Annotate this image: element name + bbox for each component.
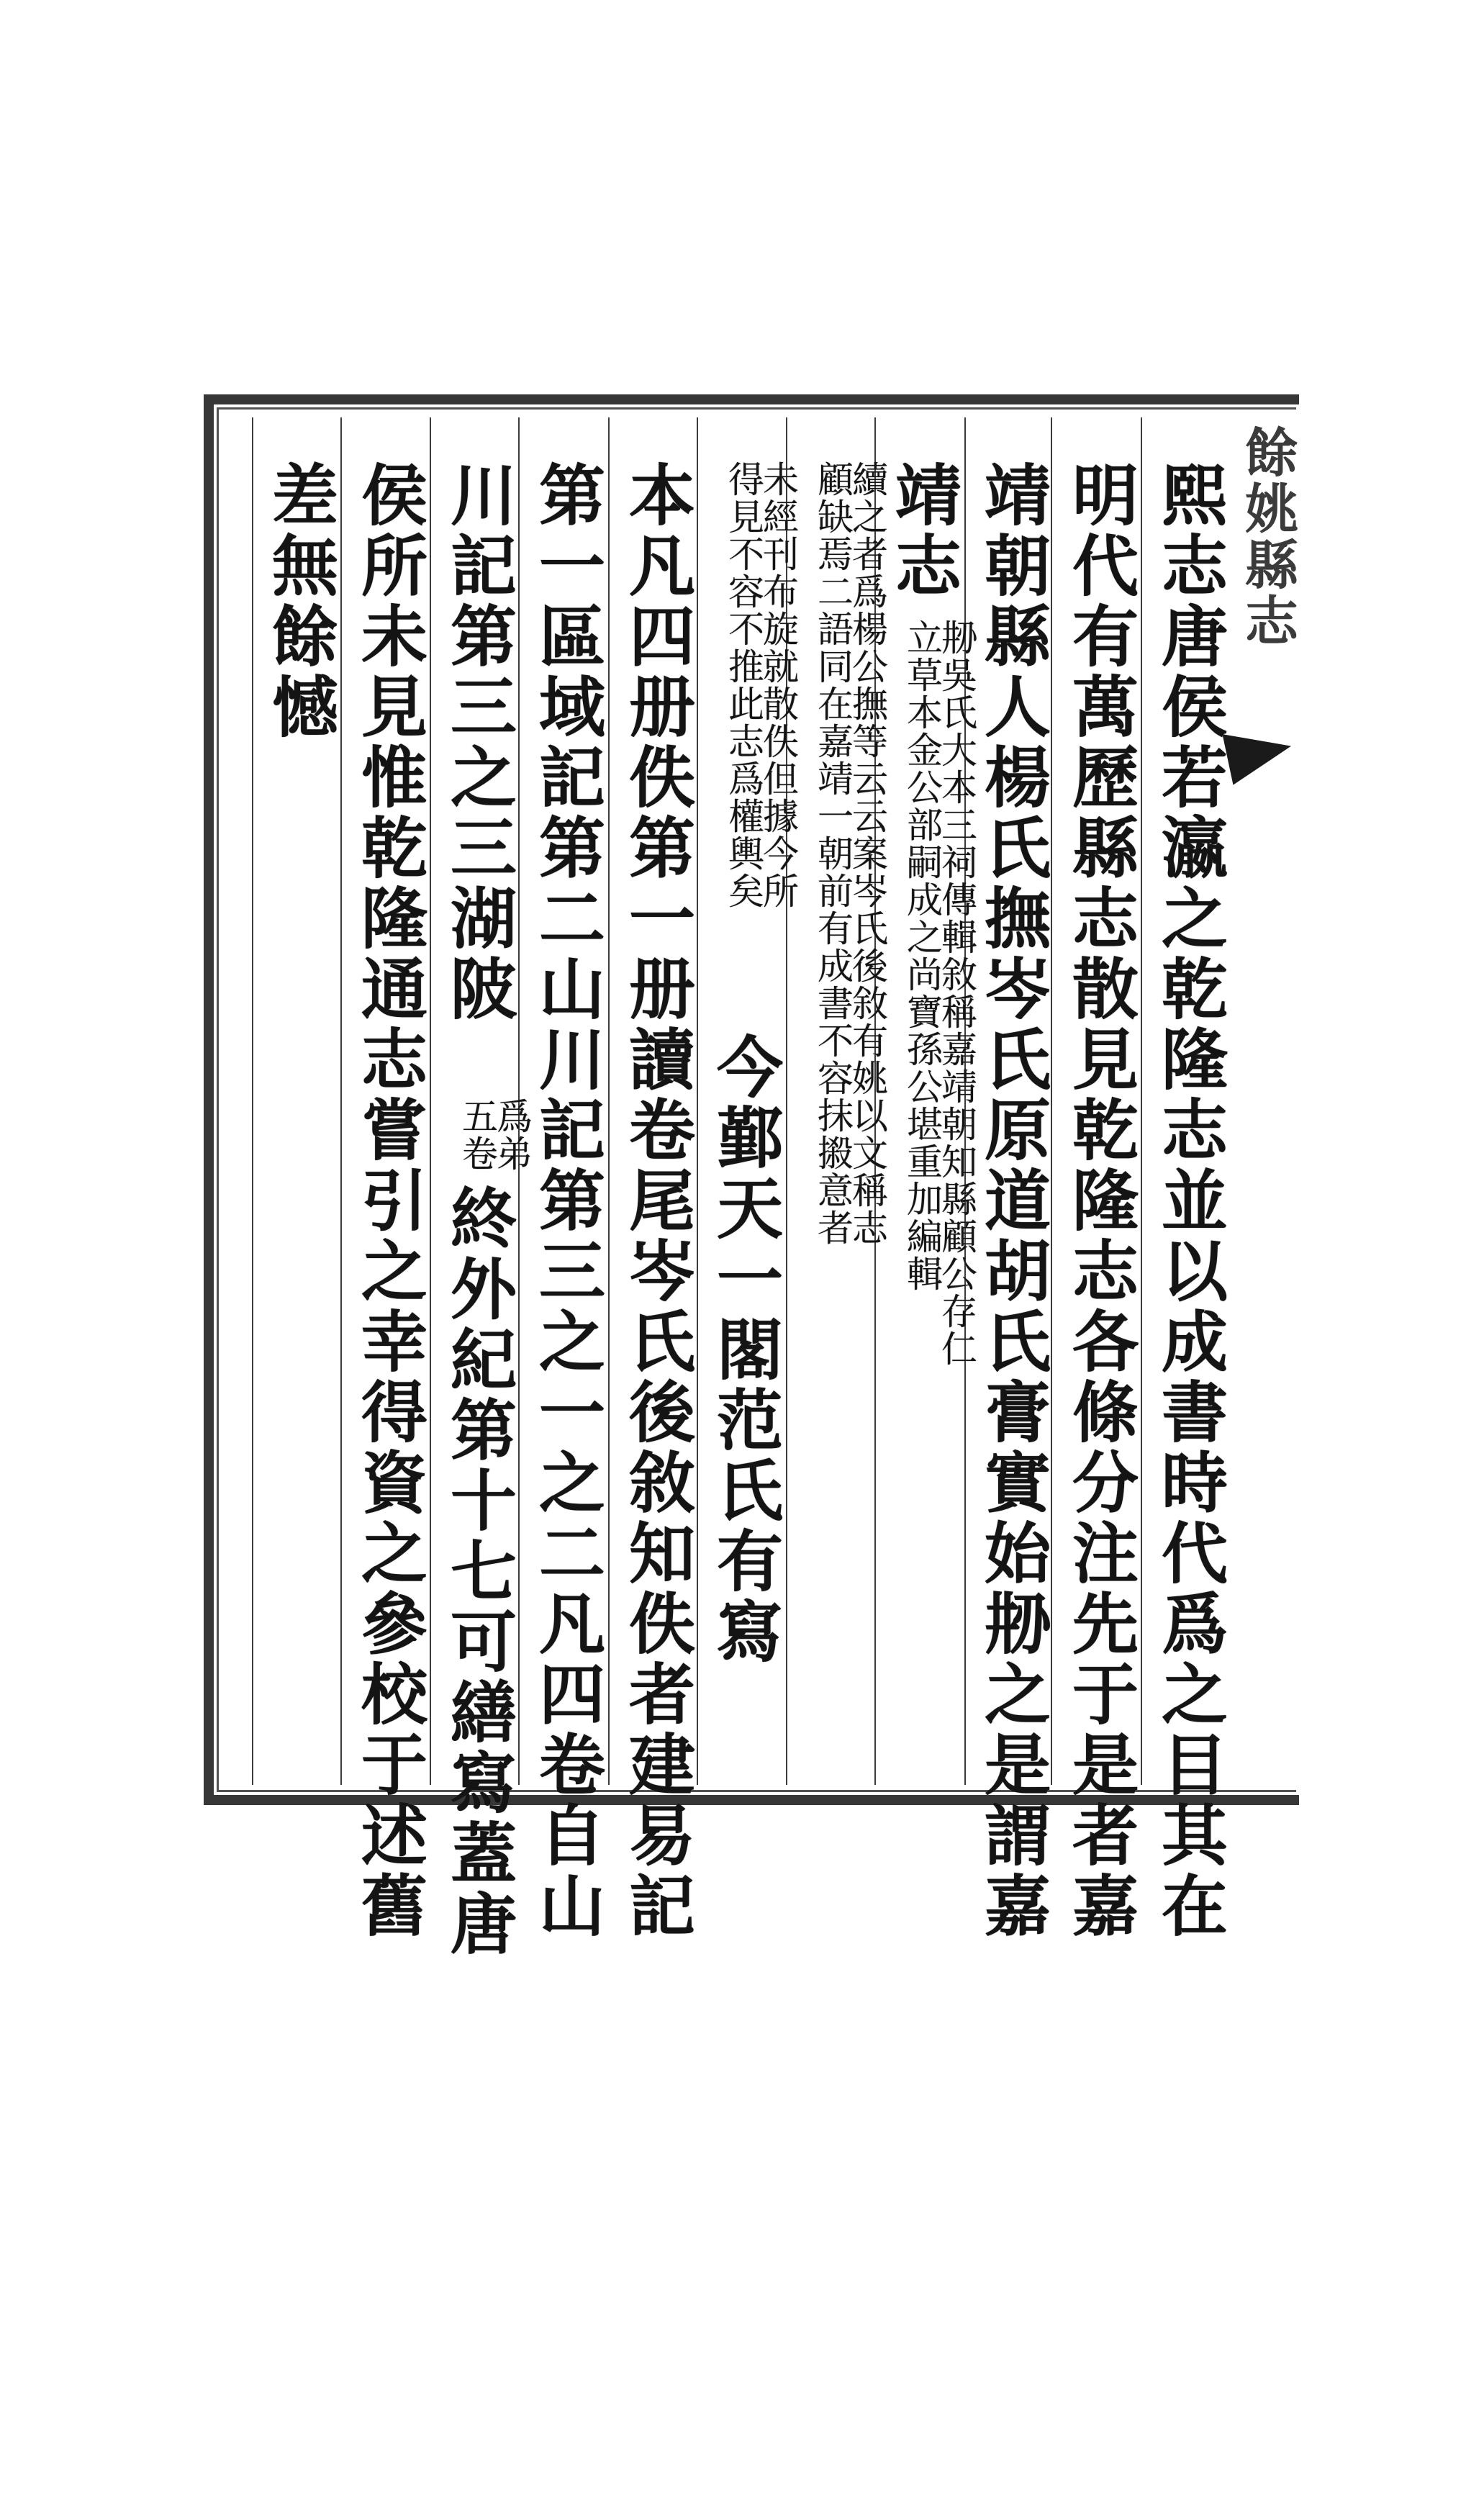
column-head-text: 靖志 bbox=[884, 461, 962, 602]
annotation-text: 未經刊布旋就散佚但據今所 bbox=[757, 461, 799, 910]
annotation-text: 得見不容不推此志爲權輿矣 bbox=[723, 461, 764, 910]
banxin-title: 餘姚縣志 bbox=[1236, 425, 1298, 649]
annotation-text: 刱吳氏大本三祠傳輯敘稱嘉靖朝知縣顧公存仁 bbox=[936, 619, 977, 1367]
annotation-text: 五卷 bbox=[456, 1098, 498, 1172]
column-rule bbox=[252, 417, 253, 1785]
column-rule bbox=[608, 417, 610, 1785]
column-text: 第一區域記第二山川記第三之一之二凡四卷自山 bbox=[528, 461, 606, 1942]
column-rule bbox=[1141, 417, 1142, 1785]
text-column-10 bbox=[350, 461, 429, 1942]
column-head-text: 川記第三之三湖陂 bbox=[440, 461, 517, 1025]
column-rule bbox=[430, 417, 431, 1785]
column-text: 今鄞天一閣范氏有寫 bbox=[706, 1033, 784, 1668]
annotation-text: 續之者爲楊公撫等云云案岑氏後敘有姚以文稱志 bbox=[846, 461, 888, 1247]
text-column-1 bbox=[1150, 461, 1229, 1942]
text-column-6-tail bbox=[705, 1033, 784, 2350]
column-text: 終外紀第十七可繕寫蓋唐 bbox=[440, 1184, 517, 1960]
column-text: 靖朝縣人楊氏撫岑氏原道胡氏膏實始刱之是謂嘉 bbox=[974, 461, 1051, 1942]
text-column-11 bbox=[261, 461, 340, 1778]
column-text: 本凡四册佚第一册讀卷尾岑氏後敘知佚者建易記 bbox=[618, 461, 696, 1942]
column-text: 明代有萬歷縣志散見乾隆志各條分注先于是者嘉 bbox=[1062, 461, 1139, 1942]
text-column-7 bbox=[617, 461, 697, 1942]
column-rule bbox=[340, 417, 342, 1785]
column-text: 差無餘憾 bbox=[261, 461, 339, 743]
text-column-9-tail bbox=[439, 1184, 518, 2501]
annotation-text: 立草本金公部嗣成之尚寶孫公堪重加編輯 bbox=[901, 619, 943, 1293]
column-rule bbox=[697, 417, 698, 1785]
annotation-text: 爲弟 bbox=[491, 1098, 533, 1172]
text-column-2 bbox=[1061, 461, 1140, 1942]
column-text: 侯所未見惟乾隆通志嘗引之幸得資之參校于述舊 bbox=[350, 461, 428, 1942]
annotation-text: 顧缺焉二語同在嘉靖一朝前有成書不容抹摋意者 bbox=[812, 461, 854, 1247]
column-text: 熙志唐侯若瀛之乾隆志並以成書時代爲之目其在 bbox=[1151, 461, 1229, 1942]
